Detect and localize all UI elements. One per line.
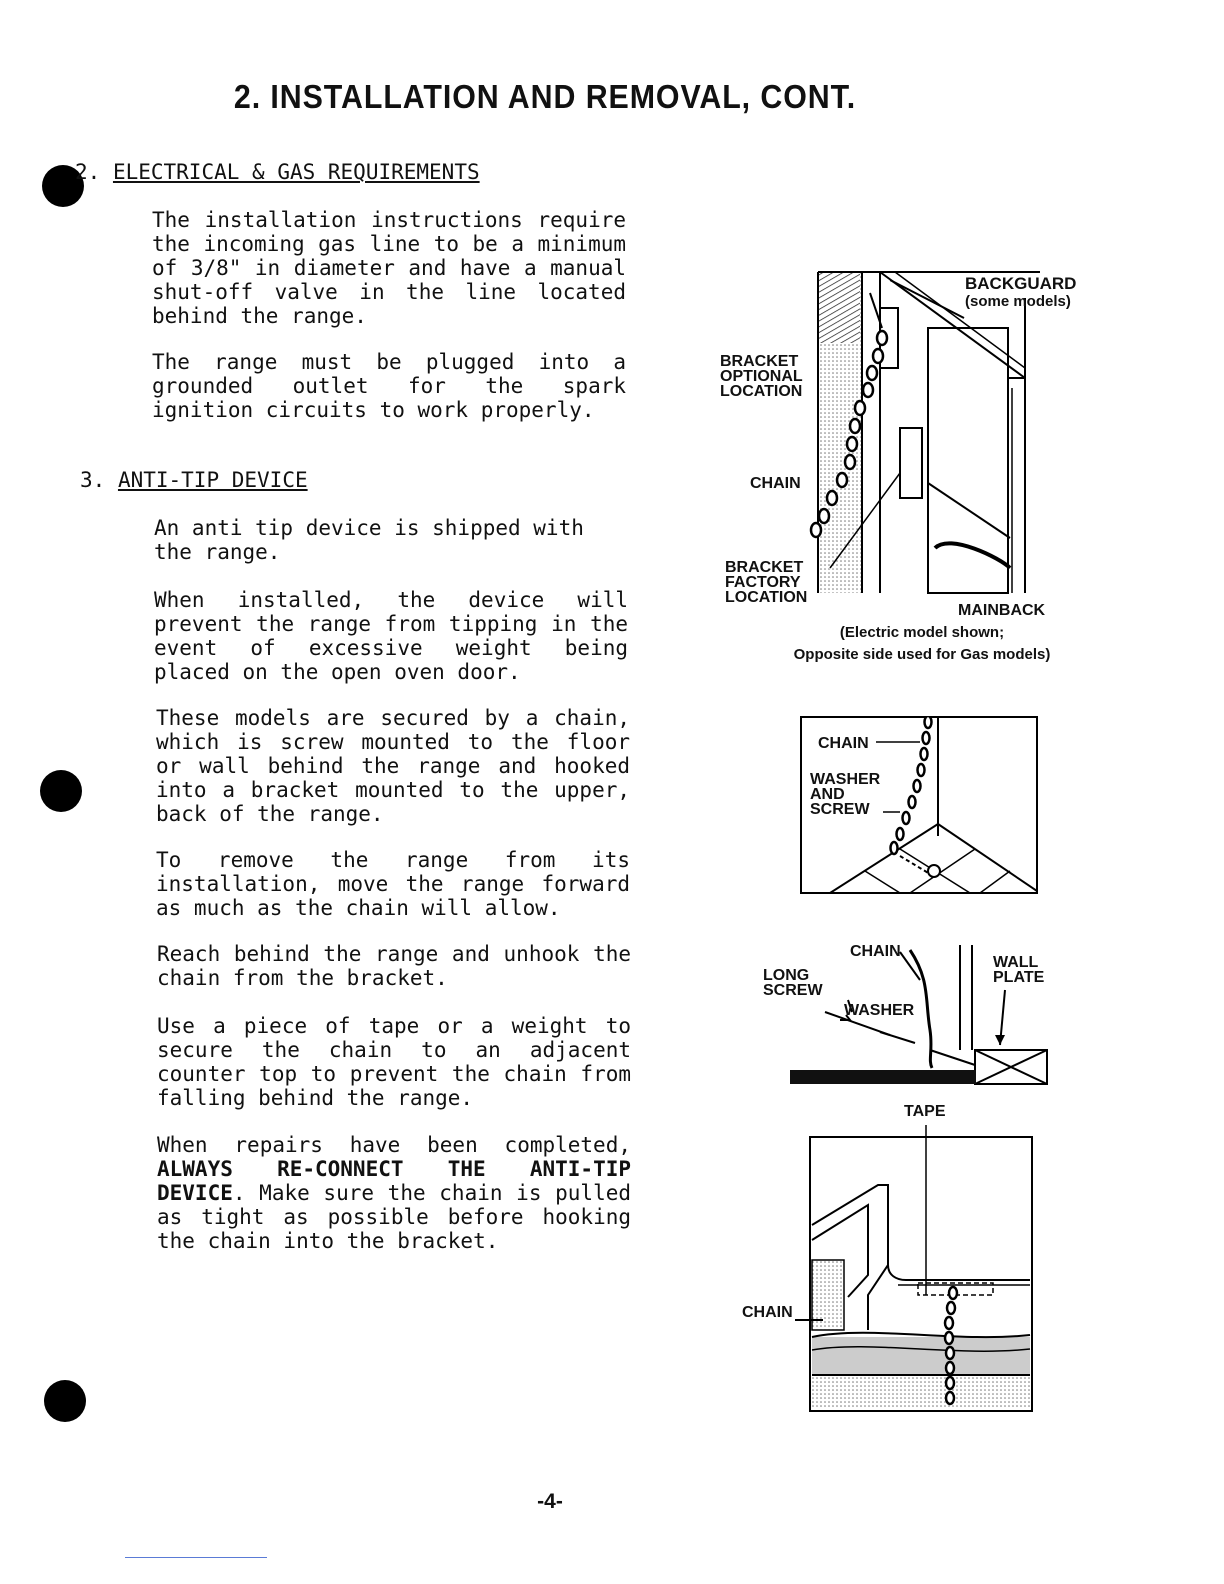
paragraph [154, 516, 634, 564]
paragraph-text: When installed, the device will prevent the range from tipping in the event of excessive weight being placed on the open oven door. [154, 588, 628, 684]
text-run: . Make sure the chain is pulled as tight as possible before hooking the chain into the bracket. [157, 1181, 631, 1253]
label-line: LOCATION [725, 589, 808, 606]
label-line: LOCATION [720, 383, 803, 400]
label-line: AND [810, 786, 845, 803]
label-washer-fig3: WASHER [844, 1002, 915, 1019]
section-heading-anti-tip [80, 468, 308, 492]
label-line: FACTORY [725, 574, 801, 591]
paragraph [152, 208, 626, 328]
label-chain-fig1: CHAIN [750, 475, 801, 492]
section-heading-text: ANTI-TIP DEVICE [117, 468, 308, 492]
paragraph [154, 588, 628, 684]
label-backguard: BACKGUARD [965, 274, 1077, 293]
caption-line: Opposite side used for Gas models) [793, 646, 1051, 663]
label-line: BRACKET [720, 353, 799, 370]
punch-hole-bottom [44, 1380, 86, 1422]
emphasis-text: ALWAYS RE-CONNECT THE ANTI-TIP DEVICE [157, 1157, 631, 1205]
label-line: WASHER [810, 771, 881, 788]
section-heading-text: ELECTRICAL & GAS REQUIREMENTS [112, 160, 480, 184]
caption-line: (Electric model shown; [839, 624, 1005, 641]
paragraph-text: The installation instructions require the incoming gas line to be a minimum of 3/8" in diameter and have a manual shut-off valve in the line located behind the range. [152, 208, 626, 328]
leader-line [795, 1314, 825, 1322]
paragraph [157, 1014, 631, 1110]
paragraph-always-reconnect [157, 1133, 631, 1253]
label-line: SCREW [763, 982, 823, 999]
figure-tape-counter-illustration [808, 1125, 1036, 1415]
section-heading-electrical [75, 160, 480, 184]
label-bracket-optional [720, 354, 803, 399]
page-number: -4- [537, 1490, 563, 1513]
paragraph [156, 848, 630, 920]
section-number: 3. [80, 468, 106, 492]
label-backguard-note: (some models) [965, 293, 1071, 310]
label-line: OPTIONAL [720, 368, 803, 385]
paragraph [152, 350, 626, 422]
section-number: 2. [75, 160, 101, 184]
label-line: PLATE [993, 969, 1045, 986]
paragraph-text: To remove the range from its installation, move the range forward as much as the chain will allow. [156, 848, 630, 920]
label-wall-plate [993, 955, 1044, 985]
paragraph-text: These models are secured by a chain, which is screw mounted to the floor or wall behind the range and hooked into a bracket mounted to the upper, back of the range. [156, 706, 630, 826]
label-chain-fig3: CHAIN [850, 943, 901, 960]
label-line: WALL [993, 954, 1039, 971]
label-line: BRACKET [725, 559, 804, 576]
label-chain-fig2: CHAIN [818, 735, 869, 752]
label-washer-and-screw [810, 772, 880, 817]
label-bracket-factory [725, 560, 807, 605]
paragraph-text: Use a piece of tape or a weight to secure the chain to an adjacent counter top to prevent the chain from falling behind the range. [157, 1014, 631, 1110]
text-run: When repairs have been completed, [157, 1133, 631, 1157]
footer-rule [125, 1557, 267, 1558]
label-mainback: MAINBACK [958, 602, 1046, 619]
label-tape: TAPE [904, 1103, 946, 1120]
page-title: 2. INSTALLATION AND REMOVAL, CONT. [233, 78, 857, 115]
paragraph-text: The range must be plugged into a grounded outlet for the spark ignition circuits to work properly. [152, 350, 626, 422]
paragraph-text: An anti tip device is shipped with the range. [154, 516, 584, 564]
punch-hole-middle [40, 770, 82, 812]
paragraph-text: Reach behind the range and unhook the chain from the bracket. [157, 942, 631, 990]
paragraph [157, 942, 631, 990]
paragraph [156, 706, 630, 826]
figure1-caption [760, 622, 1084, 666]
label-line: LONG [763, 967, 810, 984]
leader-line [890, 280, 970, 320]
label-chain-fig4: CHAIN [742, 1304, 793, 1321]
label-line: SCREW [810, 801, 870, 818]
label-long-screw [763, 968, 823, 998]
paragraph-text [157, 1133, 631, 1253]
